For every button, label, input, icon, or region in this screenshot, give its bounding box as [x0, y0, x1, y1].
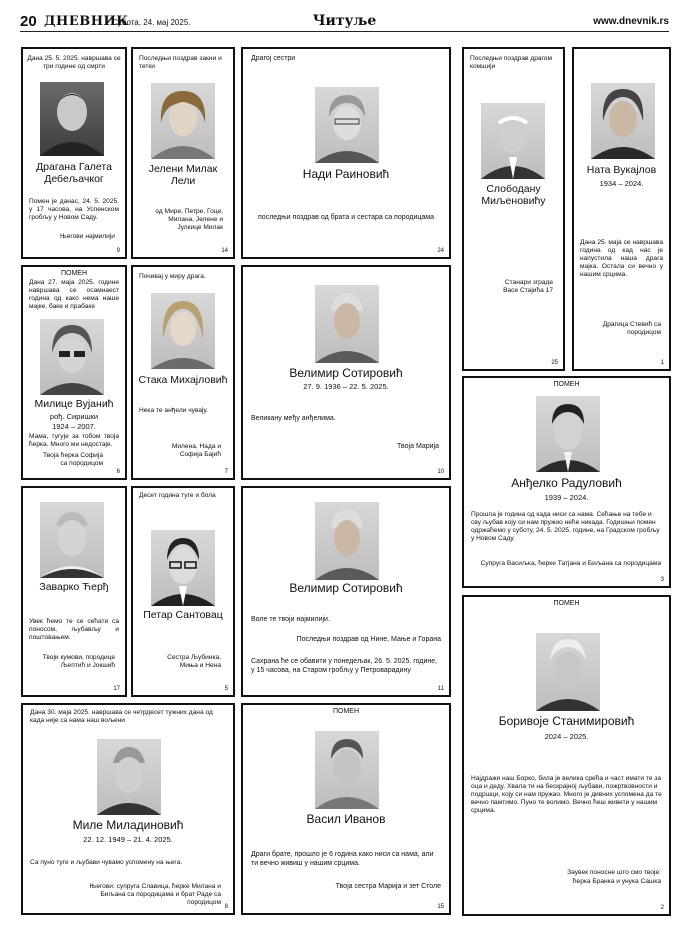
deceased-name-line2: Лели — [170, 175, 196, 188]
ad-number: 25 — [551, 360, 558, 366]
deceased-name — [133, 163, 233, 187]
obituary-body: Драги брате, прошло је 6 година како ниси са нама, али ти вечно живиш у нашим срцима. — [251, 851, 434, 867]
obituary-signature-2: ћерка Бранка и унука Сашка — [572, 878, 661, 885]
deceased-name: Петар Сантовац — [143, 609, 223, 621]
life-dates: 27. 9. 1936 – 22. 5. 2025. — [303, 382, 389, 391]
portrait-photo — [481, 103, 545, 179]
deceased-name: Заварко Ћерђ — [39, 581, 109, 593]
obituary-body: Прошла је година од када ниси са нама. Сећање на тебе и сву љубав коју си нам пружио неће никада. Годишњи помен одржаћемо у суботу, 24. 5. 2025. године, на Градском гробљу у Новом Саду. — [471, 511, 660, 543]
obituary-jelena-milak — [131, 47, 235, 259]
obituary-velimir-sotirovic-1 — [241, 265, 451, 480]
portrait-photo — [315, 731, 379, 809]
portrait-photo — [151, 530, 215, 606]
obituary-body: последњи поздрав од брата и сестара са породицама — [258, 214, 434, 221]
issue-date: Субота, 24. мај 2025. — [112, 18, 191, 27]
portrait-photo — [591, 83, 655, 159]
obituary-body: Најдражи наш Борко, била је велика срећа и част имати те за оца и деду. Хвала ти на бескрајној љубави, пожртвовности и подршци, коју си нам пружао. Много је дивних успомена да те вечно памтимо. Пуно те волимо. Вечно ћеш живети у нашим срцима. — [471, 775, 662, 815]
obituary-nada-rainovic — [241, 47, 451, 259]
obituary-signature: од Мире, Петре, Гоце, Милана, Јелене и Јулкице Милак — [155, 208, 223, 232]
obituary-body: Увек ћемо те се сећати са поносом, љубављу и поштовањем. — [29, 618, 119, 642]
obituary-signature: Твоји кумови, породице Љептић и Јокшић — [42, 654, 115, 670]
obituary-signature: Твоја Марија — [397, 443, 439, 450]
obituary-body: Мама, тугује за тобом твоја ћерка. Много ми недостаје. — [29, 433, 119, 449]
obituary-body: Дана 25. маја се навршава година од кад нас је напустила наша драга мајка. Остала си вечно у нашим срцима. — [580, 239, 663, 279]
obituary-intro: Дана 30. маја 2025. навршава се четрдесет тужних дана од када није са нама наш вољени — [30, 709, 213, 725]
portrait-photo — [315, 87, 379, 163]
obituary-borivoje-stanimirovic — [462, 595, 671, 916]
obituary-andjelko-radulovic — [462, 376, 671, 588]
deceased-name: Миле Миладиновић — [72, 818, 184, 832]
obituary-intro: Последњи поздрав закни и тетки — [139, 55, 222, 71]
portrait-photo — [536, 396, 600, 472]
obituary-zavarko-cerdj — [21, 486, 127, 697]
portrait-photo — [40, 502, 104, 578]
deceased-name: Анђелко Радуловић — [511, 476, 622, 490]
obituary-intro: Десет година туге и бола — [139, 492, 216, 499]
ad-number: 8 — [224, 904, 228, 910]
page-header — [20, 10, 669, 32]
obituary-heading: ПОМЕН — [60, 270, 88, 277]
life-dates: 1939 – 2024. — [544, 493, 589, 502]
obituary-signature: Твоја ћерка Софија са породицом — [43, 452, 103, 468]
deceased-name: Ната Вукајлов — [586, 164, 657, 176]
life-dates: 22. 12. 1949 – 21. 4. 2025. — [83, 835, 173, 844]
portrait-photo — [315, 502, 379, 580]
portrait-photo — [40, 319, 104, 395]
ad-number: 2 — [660, 905, 664, 911]
life-dates: 1924 – 2007. — [52, 422, 96, 431]
obituary-body: Са пуно туге и љубави чувамо успомену на њега. — [30, 859, 183, 866]
life-dates: 2024 – 2025. — [544, 732, 589, 741]
deceased-name: Стака Михајловић — [138, 374, 228, 386]
obituary-intro: Драгој сестри — [251, 55, 296, 62]
obituary-dragana-galeta — [21, 47, 127, 259]
deceased-name-line1: Слободану — [486, 183, 541, 195]
obituary-signature: Твоја сестра Марија и зет Столе — [335, 883, 441, 890]
ad-number: 3 — [660, 577, 664, 583]
portrait-photo — [97, 739, 161, 815]
ad-number: 5 — [224, 686, 228, 692]
obituary-body-3: Сахрана ће се обавити у понедељак, 26. 5. 2025. године, у 15 часова, на Старом гробљу у Петроварадину — [251, 658, 438, 674]
obituary-staka-mihajlovic — [131, 265, 235, 480]
obituary-heading: ПОМЕН — [332, 708, 360, 715]
obituary-body: Помен је данас, 24. 5. 2025. у 17 часова, на Успенском гробљу у Новом Саду. — [29, 198, 119, 222]
obituary-signature: Супруга Васиљка, ћерке Татјана и Биљана са породицама — [480, 560, 661, 567]
obituary-petar-santovac — [131, 486, 235, 697]
obituary-body: Великану међу анђелима. — [251, 415, 336, 422]
obituary-intro: Последњи поздрав драгом комшији — [470, 55, 552, 71]
portrait-photo — [315, 285, 379, 363]
deceased-name-line1: Драгана Галета — [36, 161, 112, 173]
deceased-name — [464, 183, 563, 207]
maiden-name: рођ. Сиришки — [49, 412, 99, 421]
obituary-body: Нека те анђели чувају. — [139, 407, 208, 414]
deceased-name: Нади Раиновић — [302, 167, 390, 181]
section-title: Читуље — [312, 13, 377, 29]
obituary-vasil-ivanov — [241, 703, 451, 915]
obituary-signature: Станари зграде Васе Стајића 17 — [503, 279, 553, 295]
ad-number: 7 — [224, 469, 228, 475]
obituary-intro: Дана 27. маја 2025. године навршава се осамнаест година од како нема наше мајке, баке и прабаке — [29, 279, 119, 311]
portrait-photo — [536, 633, 600, 711]
ad-number: 24 — [437, 248, 444, 254]
obituary-body-2: Последњи поздрав од Нине, Мање и Горана — [296, 636, 441, 643]
ad-number: 14 — [221, 248, 228, 254]
obituary-velimir-sotirovic-2 — [241, 486, 451, 697]
obituary-signature: Драгица Стевић са породицом — [602, 321, 661, 337]
obituary-intro: Дана 25. 5. 2025. навршава се три године од смрти — [27, 55, 121, 71]
obituary-slobodan-miljenovic — [462, 47, 565, 371]
obituary-mile-miladinovic — [21, 703, 235, 915]
deceased-name-line2: Дебељачког — [44, 173, 104, 186]
ad-number: 11 — [437, 686, 444, 692]
portrait-photo — [151, 83, 215, 159]
ad-number: 17 — [113, 686, 120, 692]
obituary-signature: Његови најмилији — [60, 233, 115, 240]
deceased-name: Милице Вујанић — [34, 398, 114, 410]
deceased-name-line2: Миљеновићу — [481, 195, 546, 208]
life-dates: 1934 – 2024. — [599, 179, 644, 188]
obituary-nata-vukajlov — [572, 47, 671, 371]
website-link[interactable]: www.dnevnik.rs — [593, 16, 669, 27]
deceased-name-line1: Јелени Милак — [148, 163, 218, 175]
deceased-name: Васил Иванов — [306, 812, 386, 826]
portrait-photo — [40, 82, 104, 156]
obituary-body-1: Воле те твоји најмилији. — [251, 616, 330, 623]
obituary-signature: Сестра Љубинка, Миња и Нена — [167, 654, 221, 670]
obituary-heading: ПОМЕН — [553, 381, 580, 388]
obituary-milica-vujanic — [21, 265, 127, 480]
ad-number: 10 — [437, 469, 444, 475]
deceased-name: Боривоје Станимировић — [498, 714, 635, 728]
ad-number: 9 — [116, 248, 120, 254]
obituary-intro: Почивај у миру драга. — [139, 273, 206, 280]
obituary-signature: Милена, Нада и Софија Бајић — [171, 443, 221, 459]
portrait-photo — [151, 293, 215, 369]
ad-number: 1 — [660, 360, 664, 366]
deceased-name: Велимир Сотировић — [289, 581, 403, 595]
page-number: 20 — [20, 13, 37, 30]
ad-number: 6 — [116, 469, 120, 475]
deceased-name: Велимир Сотировић — [289, 366, 403, 380]
obituary-signature: Његови: супруга Славица, ћерке Милана и Биљана са породицама и брат Раде са породицом — [89, 883, 221, 907]
obituary-signature-1: Заувек поносне што смо твоје: — [567, 869, 661, 876]
obituary-heading: ПОМЕН — [553, 600, 580, 607]
deceased-name — [23, 161, 125, 185]
newspaper-logo: ДНЕВНИК — [44, 14, 129, 29]
ad-number: 15 — [437, 904, 444, 910]
